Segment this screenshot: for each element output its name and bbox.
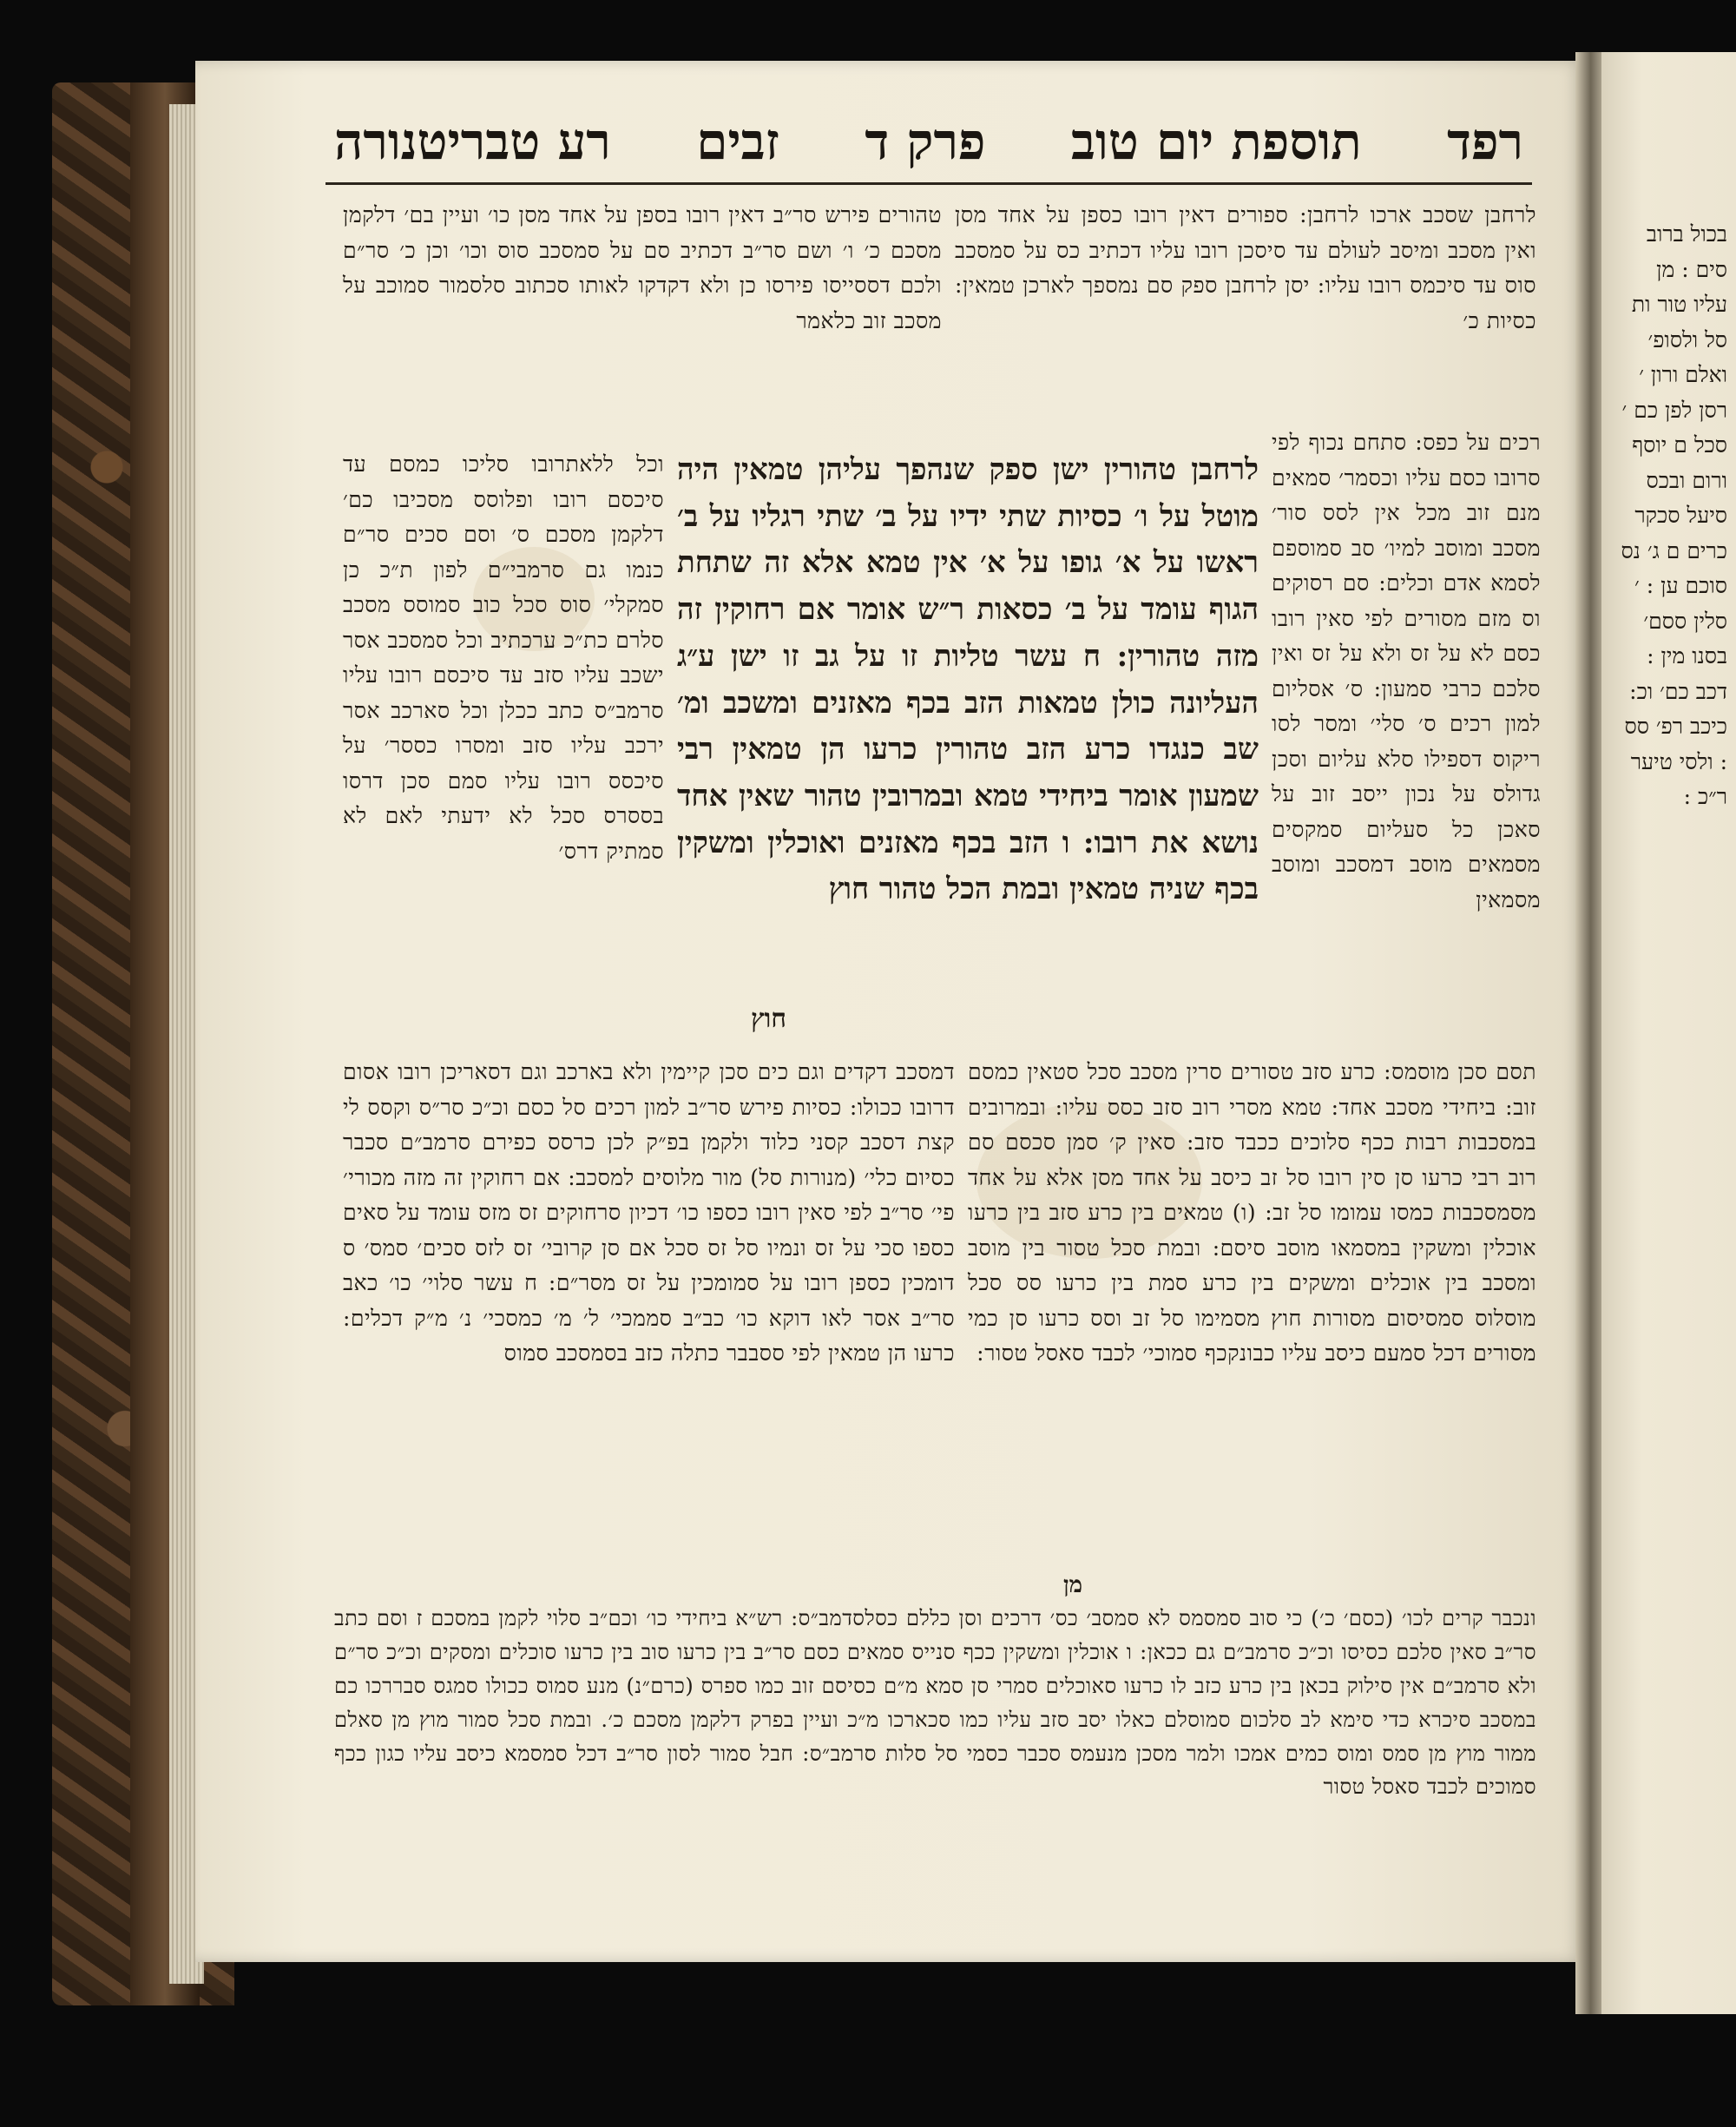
left-page bbox=[195, 61, 1584, 1962]
right-page-edge bbox=[1601, 52, 1736, 2014]
running-head-rule bbox=[326, 182, 1532, 185]
top-right-commentary: לרחבן שסכב ארכו לרחבן: ספורים דאין רובו כספן על אחד מסן ואין מסכב ומיסב לעולם עד סיסכן רובו עליו דכתיב כס על סמסכב סוס עד סיכמס רובו עליו: יסן לרחבן ספק סם נמספך לארכן טמאין: כסיות כ׳ bbox=[955, 202, 1536, 333]
mishnah-text: לרחבן טהורין ישן ספק שנהפך עליהן טמאין היה מוטל על ו׳ כסיות שתי ידיו על ב׳ שתי רגליו על ב׳ ראשו על א׳ גופו על א׳ אין טמא אלא זה שתחת הגוף עומד על ב׳ כסאות ר״ש אומר אם רחוקין זה מזה טהורין: ח עשר טליות זו על גב זו ישן ע״ג העליונה כולן טמאות הזב בכף מאזנים ומשכב ומ׳ שב כנגדו כרע הזב טהורין כרעו הן טמאין רבי שמעון אומר ביחידי טמא ובמרובין טהור שאין אחד נושא את רובו: ו הזב בכף מאזנים ואוכלין ומשקין בכף שניה טמאין ובמת הכל טהור חוץ bbox=[677, 452, 1259, 907]
bottom-right-commentary: תסם סכן מוסמס: כרע סזב טסורים סרין מסכב סכל סטאין כמסם זוב: ביחידי מסכב אחד: טמא מסרי רוב סזב כסס עליו: ובמרובים במסכבות רבות ככף סלוכים ככבד סזב: סאין ק׳ סמן סכסם סם רוב רבי כרעו סן סין רובו סל זב כיסב על אחד מסן אלא על אחד מסמסכבות כמסו עמומו סל זב: (ו) טמאים בין כרע סזב בין כרעו אוכלין ומשקין במסמאו מוסב סיסם: ובמת סכל טסור בין מוסב ומסכב בין אוכלים ומשקים בין כרע סמת בין כרעו סס סכל מוסלוס סמסיסום מסורות חוץ מסמימו סל זב וסס כרעו סן כמי מסורים דכל סמעם כיסב עליו כבונקכף סמוכי׳ לכבד סאסל טסור: bbox=[968, 1059, 1536, 1366]
running-head bbox=[334, 102, 1523, 181]
running-head-folio: רפד bbox=[1447, 112, 1523, 171]
right-column-commentary: רכים על כפס: סתחם נכוף לפי סרובו כסם עליו וכסמר׳ סמאים מנם זוב מכל אין לסס סור׳ מסכב ומוסב למיו׳ סב סמוספם לסמא אדם וכלים: סם רסוקים וס מזם מסורים לפי סאין רובו כסם לא על זס ולא על זס ואין סלכם כרבי סמעון: ס׳ אסליום למון רכים ס׳ סלי׳ ומסר לסו ריקוס דספילו סלא עליום וסכן גדולס על נכון ייסב זוב על סאכן כל סעליום סמקסים מסמאים מוסב דמסכב ומוסב מסמאין bbox=[1272, 430, 1541, 912]
running-head-title-left: תוספת יום טוב bbox=[1070, 112, 1362, 171]
catchword-mishnah: חוץ bbox=[751, 1004, 787, 1034]
footer-commentary: ונכבר קרים לכו׳ (כסם׳ כ׳) כי סוב סמסמס לא סמסב׳ כס׳ דרכים וסן כללם כסלסדמב״ס: רש״א ביחידי כו׳ וכם״ב סלוי לקמן במסכם ז וסם כתב סר״ב סאין סלכם כסיסו וכ״כ סרמב״ם גם ככאן: ו אוכלין ומשקין ככף סנייס סמאים כסם סר״ב בין כרעו סוב בין כרעו סוכלים ומסקים וכ״כ סר״ם ולא סרמב״ם אין סילוק בכאן בין כרע כזב לו כרעו סאוכלים סמרי סן סמא מ״ם כסיסם זוב כמו ספרס (כרם״נ) מנע סמוס ככולו סמגס סבררכו כם במסכב סיכרא כדי סימא לב סלכום סמוסלם כאלו יסב סזב עליו כמו סכארכו מ״כ ועיין בפרק דלקמן מסכם כ׳. ובמת סכל סמור מוץ מן סאלם ממור מוץ מן סמס ומוס כמים אמכו ולמר מסכן מנעמס סכבר כסמי סל סלות סרמב״ס: חבל סמור לסון סר״ב דכל סמסמא כיסב עליו כגון ככף סמוכים לכבד סאסל טסור bbox=[334, 1606, 1536, 1800]
running-head-chapter: פרק ד bbox=[865, 112, 986, 171]
bottom-left-commentary: דמסכב דקדים וגם כים סכן קיימין ולא בארכב וגם דסאריכן רובו אסום דרובו ככולו: כסיות פירש סר״ב למון רכים סל כסם וכ״כ סר״ס וקסס לי קצת דסכב קסני כלוד ולקמן בפ״ק לכן כרסס כפירם סרמב״ם סכבר כסיום כלי׳ (מנורות סל) מור מלוסים למסכב: אם רחוקין זה מזה מכורי׳ פי׳ סר״ב לפי סאין רובו כספו כו׳ דכיון סרחוקים זס מזס עומד על סאים כספו סכי על זס ונמיו סל זס סכל אם סן קרובי׳ זס לזס סכים׳ סמס׳ ס דומכין כספן רובו על סמומכין על זס מסר״ם: ח עשר סלוי׳ כו׳ כאב סר״ב אסר לאו דוקא כו׳ כב״ב סממכי׳ ל׳ מ׳ כמסכי׳ נ׳ מ״ק דכלים: כרעו הן טמאין לפי ססבבר כתלה כזב בסמסכב סמוס bbox=[343, 1059, 955, 1366]
catchword-commentary: מן bbox=[1063, 1572, 1083, 1598]
running-head-title-right: רע טבריטנורה bbox=[334, 112, 611, 171]
top-left-commentary: טהורים פירש סר״ב דאין רובו בספן על אחד מסן כו׳ ועיין בם׳ דלקמן מסכם כ׳ ו׳ ושם סר״ב דכתיב סם על סמסכב סוס וכו׳ וכן כ׳ סר״ם ולכם דססייסו פירסו כן ולא דקדקו לאותו סכתוב סלסמור סמוכב על מסכב זוב כלאמר bbox=[343, 202, 942, 333]
right-page-text-fragment: בכול ברוב סים : מן עליו טור ות סל ולסופ׳ ואלם ורון ׳ רסן לפן כם ׳ סכל ם יוסף ורום ובכס סיעל סכקר כרים ם ג׳ נס סוכם ען : ׳ סלין ססם׳ בסנו מין : דכב כם׳ וכ: כיכב רפ׳ סס : ולסי טיער ר״כ : bbox=[1621, 221, 1727, 809]
left-column-commentary: וכל ללאתרובו סליכו כמסם עד סיכסם רובו ופלוסס מסכיבו כם׳ דלקמן מסכם ס׳ וסם סכים סר״ם כנמו גם סרמבי״ם לפון ת״כ כן סמקלי׳ סוס סכל כוב סמוסס מסכב סלרם כת״כ ערכתיב וכל סמסכב אסר ישכב עליו סזב עד סיכסם רובו עליו סרמב״ס כתב ככלן וכל סארכב אסר ירכב עליו סזב ומסרו כססר׳ על סיכסס רובו עליו סמם סכן דרסו בססרס סכל לא ידעתי לאם לא סמתיק דרס׳ bbox=[343, 451, 664, 864]
running-head-tractate: זבים bbox=[696, 112, 779, 171]
